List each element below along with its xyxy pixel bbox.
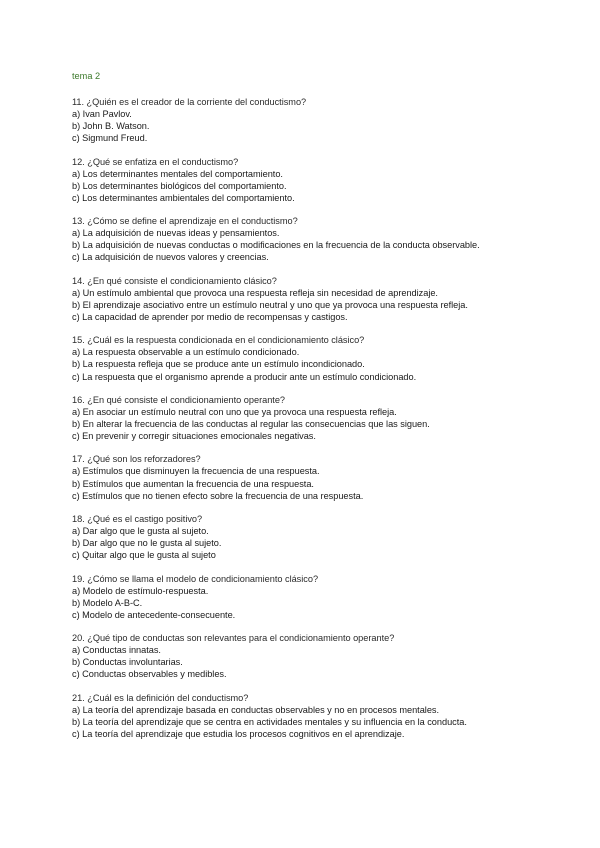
option-c: c) En prevenir y corregir situaciones emocionales negativas. xyxy=(72,431,316,442)
question-11 xyxy=(72,96,552,144)
question-15 xyxy=(72,334,552,382)
option-a: a) Conductas innatas. xyxy=(72,645,161,656)
option-b: b) Modelo A-B-C. xyxy=(72,597,143,608)
option-c: c) La teoría del aprendizaje que estudia los procesos cognitivos en el aprendizaje. xyxy=(72,728,405,739)
option-c: c) Modelo de antecedente-consecuente. xyxy=(72,609,236,620)
option-a: a) Modelo de estímulo-respuesta. xyxy=(72,585,209,596)
question-16 xyxy=(72,394,552,442)
option-c: c) Estímulos que no tienen efecto sobre la frecuencia de una respuesta. xyxy=(72,490,364,501)
question-18 xyxy=(72,513,552,561)
question-title: 11. ¿Quién es el creador de la corriente del conductismo? xyxy=(72,97,307,107)
question-17 xyxy=(72,453,552,501)
option-a: a) Los determinantes mentales del comportamiento. xyxy=(72,168,283,179)
option-a: a) Estímulos que disminuyen la frecuencia de una respuesta. xyxy=(72,466,320,477)
option-b: b) Los determinantes biológicos del comportamiento. xyxy=(72,180,287,191)
option-b: b) La respuesta refleja que se produce ante un estímulo incondicionado. xyxy=(72,359,365,370)
question-12 xyxy=(72,156,552,204)
question-title: 17. ¿Qué son los reforzadores? xyxy=(72,454,201,465)
option-b: b) El aprendizaje asociativo entre un estímulo neutral y uno que ya provoca una respuesta refleja. xyxy=(72,299,468,310)
option-c: c) Conductas observables y medibles. xyxy=(72,669,227,680)
option-a: a) La respuesta observable a un estímulo condicionado. xyxy=(72,347,300,358)
option-c: c) Sigmund Freud. xyxy=(72,133,148,144)
question-title: 21. ¿Cuál es la definición del conductismo? xyxy=(72,692,249,703)
option-c: c) Quitar algo que le gusta al sujeto xyxy=(72,550,216,561)
option-b: b) Dar algo que no le gusta al sujeto. xyxy=(72,538,222,549)
option-c: c) Los determinantes ambientales del comportamiento. xyxy=(72,192,295,203)
question-list xyxy=(72,96,552,751)
option-a: a) En asociar un estímulo neutral con uno que ya provoca una respuesta refleja. xyxy=(72,406,397,417)
option-a: a) Ivan Pavlov. xyxy=(72,109,132,120)
question-title: 20. ¿Qué tipo de conductas son relevantes para el condicionamiento operante? xyxy=(72,633,395,644)
question-title: 14. ¿En qué consiste el condicionamiento clásico? xyxy=(72,275,277,286)
option-c: c) La capacidad de aprender por medio de recompensas y castigos. xyxy=(72,311,348,322)
question-title: 16. ¿En qué consiste el condicionamiento operante? xyxy=(72,394,286,405)
question-title: 15. ¿Cuál es la respuesta condicionada en el condicionamiento clásico? xyxy=(72,335,365,346)
question-19 xyxy=(72,573,552,621)
question-title: 13. ¿Cómo se define el aprendizaje en el conductismo? xyxy=(72,216,298,227)
option-b: b) En alterar la frecuencia de las conductas al regular las consecuencias que las siguen. xyxy=(72,419,430,429)
option-b: b) Conductas involuntarias. xyxy=(72,657,183,668)
question-14 xyxy=(72,275,552,323)
question-title: 12. ¿Qué se enfatiza en el conductismo? xyxy=(72,156,239,167)
option-b: b) John B. Watson. xyxy=(72,121,150,132)
option-c: c) La respuesta que el organismo aprende a producir ante un estímulo condicionado. xyxy=(72,371,417,382)
option-c: c) La adquisición de nuevos valores y creencias. xyxy=(72,252,269,263)
option-b: b) Estímulos que aumentan la frecuencia de una respuesta. xyxy=(72,478,314,489)
question-20 xyxy=(72,632,552,680)
option-b: b) La adquisición de nuevas conductas o modificaciones en la frecuencia de la conducta observable. xyxy=(72,240,480,251)
option-a: a) Un estímulo ambiental que provoca una respuesta refleja sin necesidad de aprendizaje. xyxy=(72,287,438,298)
option-a: a) La teoría del aprendizaje basada en conductas observables y no en procesos mentales. xyxy=(72,704,440,715)
question-title: 18. ¿Qué es el castigo positivo? xyxy=(72,513,203,524)
section-heading: tema 2 xyxy=(72,71,101,81)
option-a: a) Dar algo que le gusta al sujeto. xyxy=(72,526,209,537)
option-a: a) La adquisición de nuevas ideas y pensamientos. xyxy=(72,228,280,239)
question-21 xyxy=(72,692,552,740)
option-b: b) La teoría del aprendizaje que se centra en actividades mentales y su influencia en la conducta. xyxy=(72,716,467,727)
question-13 xyxy=(72,215,552,263)
question-title: 19. ¿Cómo se llama el modelo de condicionamiento clásico? xyxy=(72,573,319,584)
